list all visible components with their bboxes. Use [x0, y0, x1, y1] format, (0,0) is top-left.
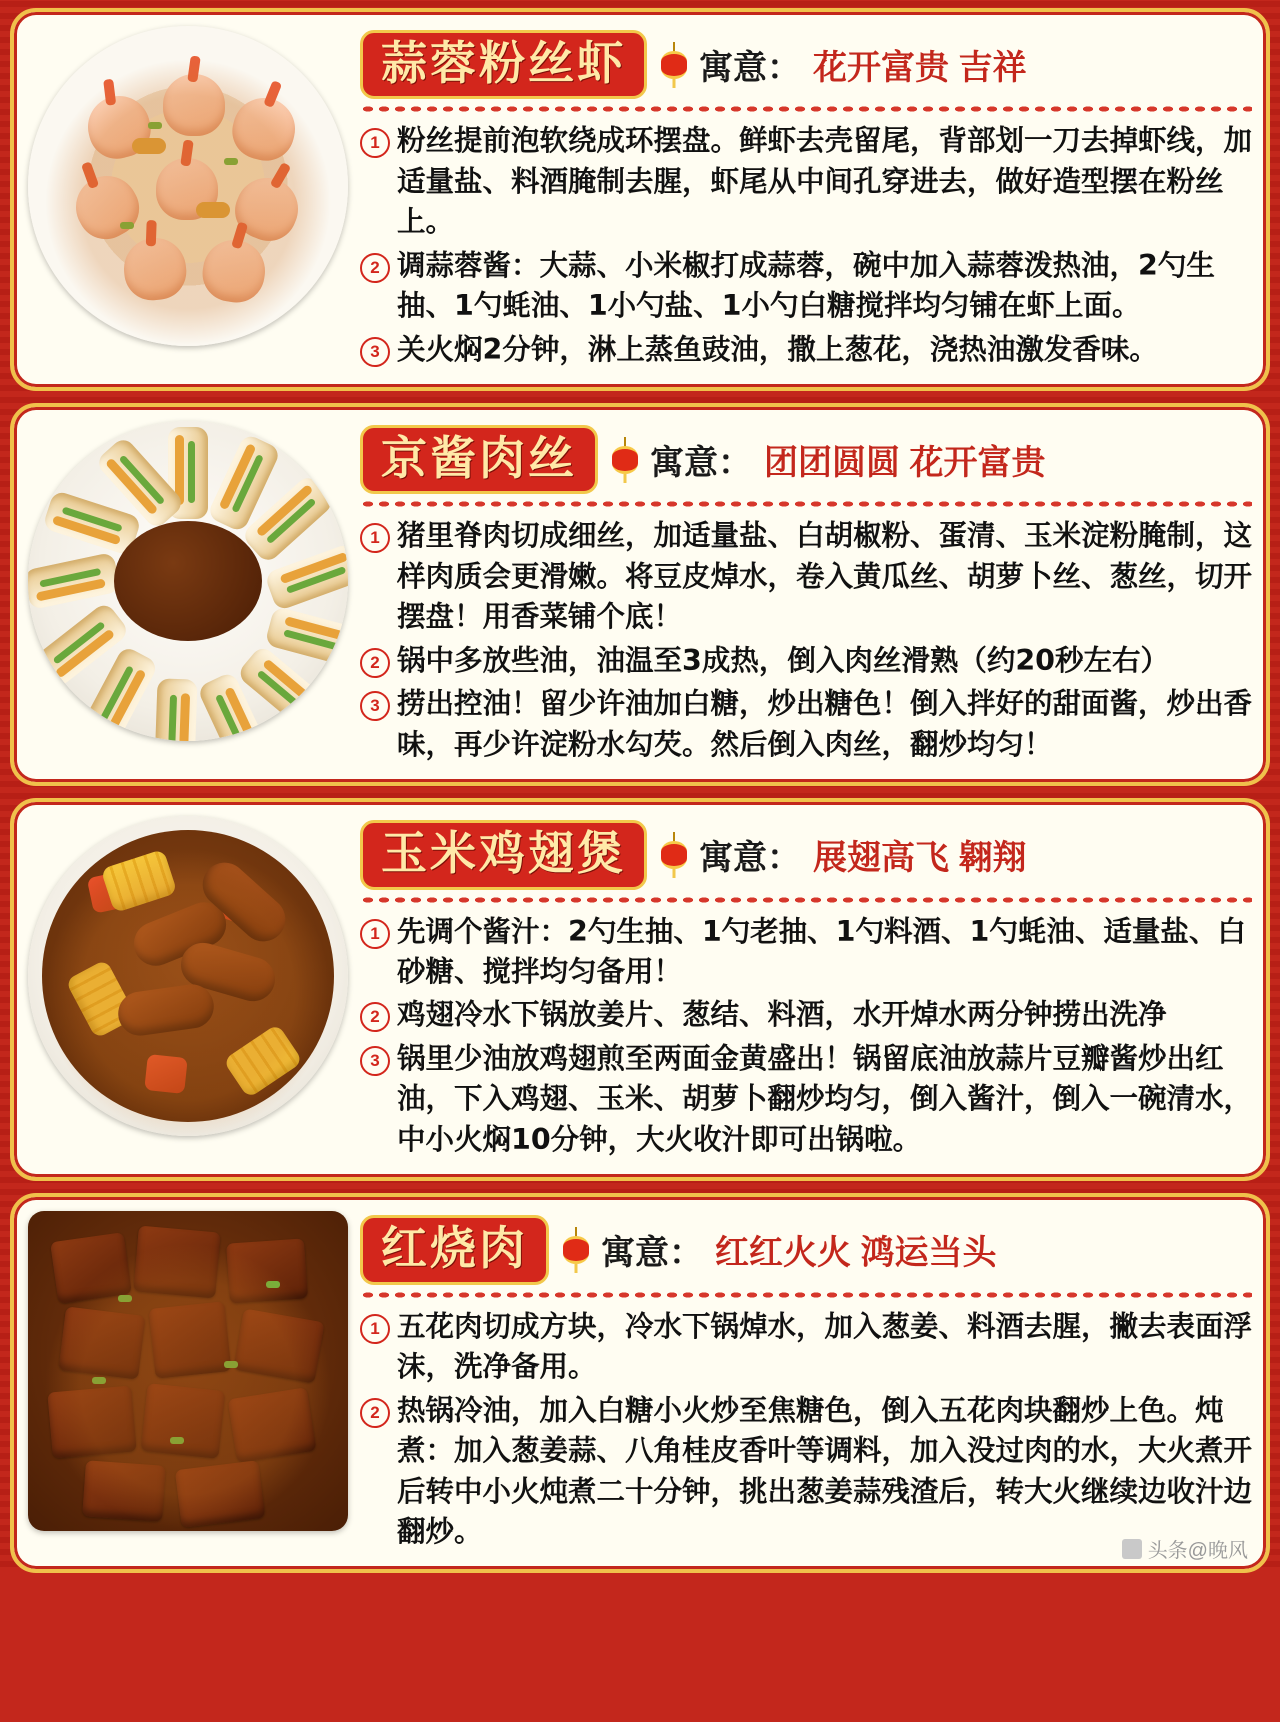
meaning-text: 团团圆圆 花开富贵 — [764, 444, 1046, 483]
watermark-logo-icon — [1122, 1539, 1142, 1559]
step-item — [360, 330, 1252, 370]
meaning-text: 展翅高飞 翱翔 — [813, 839, 1027, 878]
steps-list — [360, 912, 1252, 1161]
step-text: 关火焖2分钟，淋上蒸鱼豉油，撒上葱花，浇热油激发香味。 — [397, 332, 1158, 366]
lantern-icon — [612, 437, 638, 483]
lantern-icon — [661, 832, 687, 878]
recipe-photo-wrap — [24, 417, 354, 745]
step-text: 鸡翅冷水下锅放姜片、葱结、料酒，水开焯水两分钟捞出洗净 — [397, 998, 1167, 1032]
step-text: 粉丝提前泡软绕成环摆盘。鲜虾去壳留尾，背部划一刀去掉虾线，加适量盐、料酒腌制去腥，虾尾从中间孔穿进去，做好造型摆在粉丝上。 — [397, 124, 1253, 239]
divider — [360, 1291, 1252, 1299]
recipe-title: 红烧肉 — [360, 1215, 549, 1284]
step-item — [360, 641, 1252, 681]
recipe-card — [10, 403, 1270, 786]
step-number: 2 — [360, 253, 390, 283]
step-text: 锅里少油放鸡翅煎至两面金黄盛出！锅留底油放蒜片豆瓣酱炒出红油，下入鸡翅、玉米、胡萝卜翻炒均匀，倒入酱汁，倒入一碗清水，中小火焖10分钟，大火收汁即可出锅啦。 — [397, 1041, 1253, 1156]
step-text: 猪里脊肉切成细丝，加适量盐、白胡椒粉、蛋清、玉米淀粉腌制，这样肉质会更滑嫩。将豆皮焯水，卷入黄瓜丝、胡萝卜丝、葱丝，切开摆盘！用香菜铺个底！ — [397, 519, 1253, 634]
recipe-title-row — [360, 1215, 1252, 1284]
lantern-icon — [661, 42, 687, 88]
meaning-label: 寓意： — [699, 49, 801, 88]
step-number: 2 — [360, 1002, 390, 1032]
steps-list — [360, 121, 1252, 370]
watermark-text: 头条@晚风 — [1147, 1540, 1248, 1563]
recipe-title: 蒜蓉粉丝虾 — [360, 30, 647, 99]
recipe-title-row — [360, 30, 1252, 99]
step-item — [360, 1391, 1252, 1553]
step-text: 锅中多放些油，油温至3成热，倒入肉丝滑熟（约20秒左右） — [397, 643, 1169, 677]
step-text: 调蒜蓉酱：大蒜、小米椒打成蒜蓉，碗中加入蒜蓉泼热油，2勺生抽、1勺蚝油、1小勺盐、1小勺白糖搅拌均匀铺在虾上面。 — [397, 248, 1215, 323]
step-number: 3 — [360, 691, 390, 721]
step-item — [360, 516, 1252, 637]
step-number: 3 — [360, 1046, 390, 1076]
recipe-card — [10, 1193, 1270, 1573]
meaning-label: 寓意： — [601, 1234, 703, 1273]
braised-pork-belly-photo — [28, 1211, 348, 1531]
meaning-label: 寓意： — [650, 444, 752, 483]
step-number: 2 — [360, 1398, 390, 1428]
meaning-text: 花开富贵 吉祥 — [813, 49, 1027, 88]
step-number: 2 — [360, 648, 390, 678]
recipe-title-row — [360, 425, 1252, 494]
recipe-title-row — [360, 820, 1252, 889]
step-item — [360, 995, 1252, 1035]
meaning-label: 寓意： — [699, 839, 801, 878]
step-number: 1 — [360, 1314, 390, 1344]
divider — [360, 500, 1252, 508]
step-item — [360, 246, 1252, 327]
step-text: 热锅冷油，加入白糖小火炒至焦糖色，倒入五花肉块翻炒上色。炖煮：加入葱姜蒜、八角桂皮香叶等调料，加入没过肉的水，大火煮开后转中小火炖煮二十分钟，挑出葱姜蒜残渣后，转大火继续边收汁边翻炒。 — [397, 1393, 1253, 1548]
divider — [360, 896, 1252, 904]
step-item — [360, 1039, 1252, 1160]
divider — [360, 105, 1252, 113]
step-number: 1 — [360, 919, 390, 949]
step-number: 1 — [360, 128, 390, 158]
recipe-photo-wrap — [24, 812, 354, 1140]
step-item — [360, 912, 1252, 993]
steps-list — [360, 516, 1252, 765]
watermark — [1122, 1534, 1248, 1563]
step-item — [360, 121, 1252, 242]
recipe-photo-wrap — [24, 1207, 354, 1535]
step-number: 3 — [360, 337, 390, 367]
step-item — [360, 1307, 1252, 1388]
step-text: 捞出控油！留少许油加白糖，炒出糖色！倒入拌好的甜面酱，炒出香味，再少许淀粉水勾芡。然后倒入肉丝，翻炒均匀！ — [397, 687, 1253, 761]
meaning-text: 红红火火 鸿运当头 — [715, 1234, 997, 1273]
lantern-icon — [563, 1227, 589, 1273]
shredded-pork-in-bean-sauce-photo — [28, 421, 348, 741]
step-item — [360, 684, 1252, 765]
step-number: 1 — [360, 523, 390, 553]
recipe-card — [10, 798, 1270, 1181]
recipe-card — [10, 8, 1270, 391]
step-text: 五花肉切成方块，冷水下锅焯水，加入葱姜、料酒去腥，撇去表面浮沫，洗净备用。 — [397, 1309, 1253, 1384]
recipe-photo-wrap — [24, 22, 354, 350]
step-text: 先调个酱汁：2勺生抽、1勺老抽、1勺料酒、1勺蚝油、适量盐、白砂糖、搅拌均匀备用！ — [397, 914, 1246, 988]
steps-list — [360, 1307, 1252, 1553]
recipe-title: 京酱肉丝 — [360, 425, 598, 494]
corn-chicken-wing-casserole-photo — [28, 816, 348, 1136]
garlic-vermicelli-shrimp-photo — [28, 26, 348, 346]
recipe-title: 玉米鸡翅煲 — [360, 820, 647, 889]
